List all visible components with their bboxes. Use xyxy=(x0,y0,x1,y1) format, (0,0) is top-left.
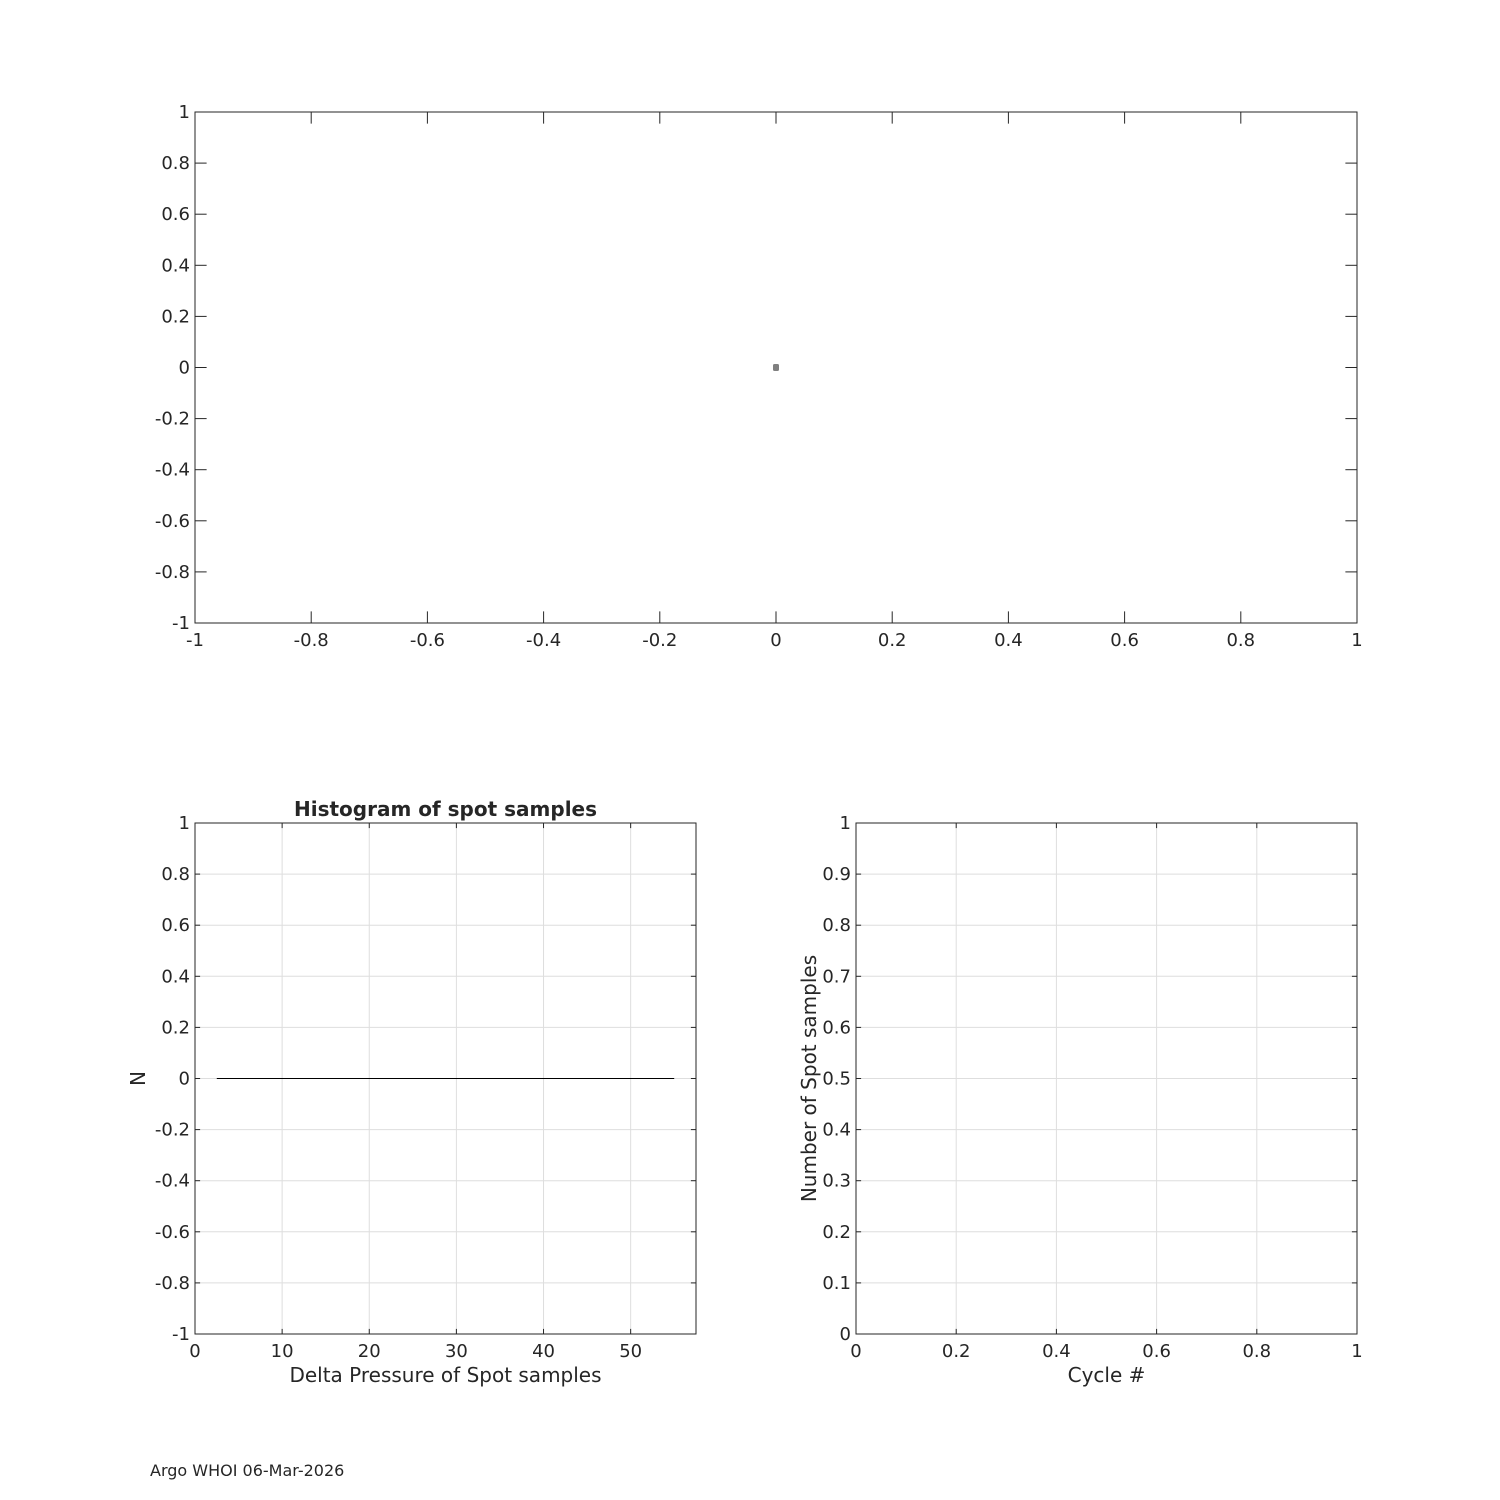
y-tick-label: -0.8 xyxy=(154,1272,190,1294)
y-tick-label: 0.3 xyxy=(822,1170,851,1192)
y-tick-label: 0.5 xyxy=(822,1068,851,1090)
y-axis-label: Number of Spot samples xyxy=(797,954,821,1203)
x-tick-label: 1 xyxy=(1351,630,1363,651)
x-axis-label: Cycle # xyxy=(1067,1363,1146,1387)
x-tick-label: -0.4 xyxy=(526,630,562,651)
y-tick-label: 0.2 xyxy=(161,306,190,328)
y-axis-label: N xyxy=(126,1071,150,1086)
histogram-plot xyxy=(126,797,696,1387)
x-tick-label: 0.8 xyxy=(1242,1341,1272,1362)
y-tick-label: 0.8 xyxy=(161,153,190,175)
x-axis-label: Delta Pressure of Spot samples xyxy=(289,1363,602,1387)
y-tick-label: 0 xyxy=(178,1068,190,1090)
x-tick-label: 10 xyxy=(270,1341,294,1362)
y-tick-label: 0.4 xyxy=(161,255,190,277)
x-tick-label: 50 xyxy=(619,1341,643,1362)
chart-title: Histogram of spot samples xyxy=(293,797,598,821)
y-tick-label: 0.6 xyxy=(161,204,190,226)
scatter-plot xyxy=(155,102,1363,651)
x-tick-label: -1 xyxy=(186,630,204,651)
y-tick-label: 1 xyxy=(178,102,190,123)
x-tick-label: 1 xyxy=(1351,1341,1363,1362)
x-tick-label: 30 xyxy=(444,1341,468,1362)
y-tick-label: -0.2 xyxy=(154,408,190,430)
y-tick-label: 0 xyxy=(178,357,190,379)
y-tick-label: 1 xyxy=(178,813,190,834)
x-tick-label: 0 xyxy=(770,630,782,651)
x-tick-label: 20 xyxy=(357,1341,381,1362)
x-tick-label: -0.8 xyxy=(293,630,329,651)
y-tick-label: 0.4 xyxy=(822,1119,851,1141)
y-tick-label: 0.8 xyxy=(822,915,851,937)
x-tick-label: 0.4 xyxy=(994,630,1023,651)
y-tick-label: -0.4 xyxy=(154,1170,190,1192)
x-tick-label: 0.6 xyxy=(1110,630,1139,651)
y-tick-label: 1 xyxy=(839,813,851,834)
y-tick-label: -0.8 xyxy=(154,561,190,583)
y-tick-label: -0.4 xyxy=(154,459,190,481)
footer-credit: Argo WHOI 06-Mar-2026 xyxy=(150,1461,345,1480)
y-tick-label: 0.1 xyxy=(822,1272,851,1294)
x-tick-label: 0.6 xyxy=(1142,1341,1171,1362)
y-tick-label: -1 xyxy=(172,613,190,634)
x-tick-label: 0.4 xyxy=(1042,1341,1071,1362)
y-tick-label: 0.6 xyxy=(161,915,190,937)
y-tick-label: 0 xyxy=(839,1324,851,1345)
x-tick-label: 0 xyxy=(189,1341,201,1362)
y-tick-label: 0.2 xyxy=(161,1017,190,1039)
y-tick-label: 0.8 xyxy=(161,864,190,886)
x-tick-label: 0.2 xyxy=(941,1341,971,1362)
y-tick-label: 0.7 xyxy=(822,966,851,988)
x-tick-label: 40 xyxy=(532,1341,555,1362)
y-tick-label: -0.6 xyxy=(154,510,190,532)
y-tick-label: 0.2 xyxy=(822,1221,851,1243)
x-tick-label: 0 xyxy=(850,1341,862,1362)
y-tick-label: 0.6 xyxy=(822,1017,851,1039)
x-tick-label: -0.2 xyxy=(642,630,678,651)
x-tick-label: -0.6 xyxy=(409,630,445,651)
cycle-count-plot xyxy=(797,813,1363,1387)
x-tick-label: 0.2 xyxy=(877,630,907,651)
x-tick-label: 0.8 xyxy=(1226,630,1256,651)
y-tick-label: -0.2 xyxy=(154,1119,190,1141)
y-tick-label: -1 xyxy=(172,1324,190,1345)
y-tick-label: 0.4 xyxy=(161,966,190,988)
y-tick-label: -0.6 xyxy=(154,1221,190,1243)
scatter-point xyxy=(773,364,779,371)
y-tick-label: 0.9 xyxy=(822,864,851,886)
